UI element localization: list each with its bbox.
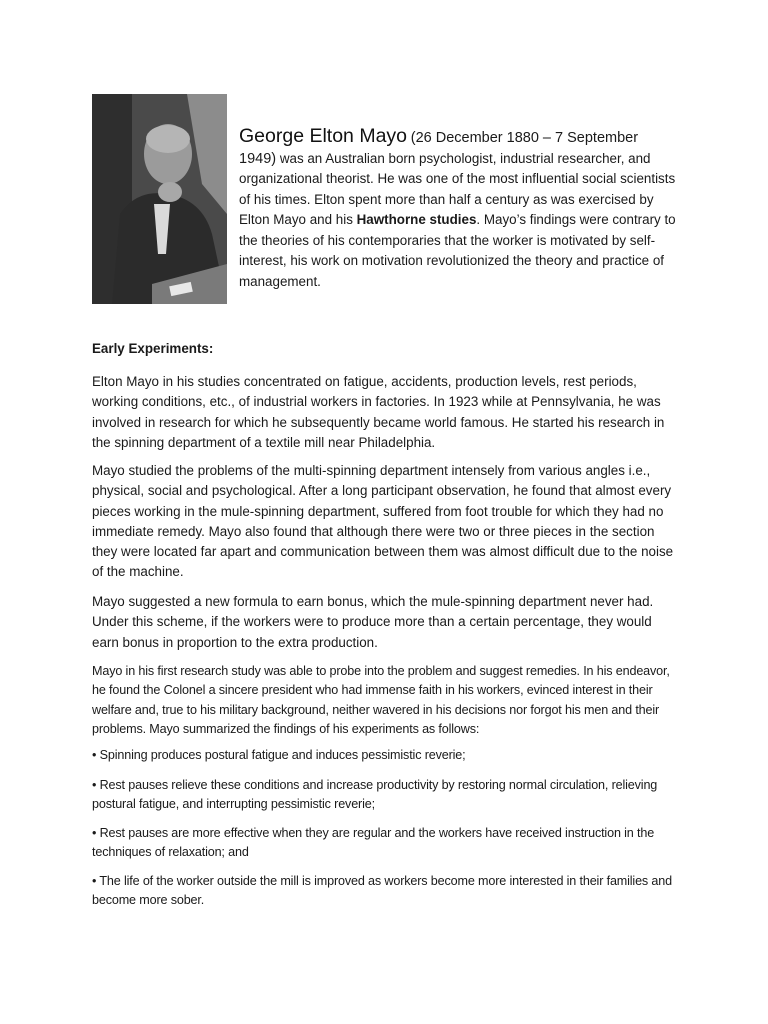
bullet-item: • Rest pauses are more effective when they are regular and the workers have received instruction in the techniques of relaxation; and: [92, 826, 655, 860]
life-dates: (26 December 1880 – 7 September 1949): [239, 130, 639, 167]
bullet-item: • The life of the worker outside the mill is improved as workers become more interested in their families and become more sober.: [92, 874, 672, 908]
section-heading: Early Experiments:: [92, 341, 214, 356]
person-name: George Elton Mayo: [239, 125, 408, 147]
bullet-item: • Rest pauses relieve these conditions and increase productivity by restoring normal circulation, relieving postural fatigue, and interrupting pessimistic reverie;: [92, 778, 658, 812]
intro-paragraph: [239, 126, 679, 292]
paragraph: Elton Mayo in his studies concentrated on fatigue, accidents, production levels, rest periods, working conditions, etc., of industrial workers in factories. In 1923 while at Pennsylvania, he was involved in research for which he subsequently became world famous. He started his research in the spinning department of a textile mill near Philadelphia.: [92, 374, 665, 450]
intro-text-part2: . Mayo’s findings were contrary to the theories of his contemporaries that the worker is motivated by self-interest, his work on motivation revolutionized the theory and practice of management.: [239, 212, 676, 289]
hawthorne-studies-text: Hawthorne studies: [356, 212, 477, 227]
portrait-illustration: [92, 94, 227, 304]
paragraph: Mayo suggested a new formula to earn bonus, which the mule-spinning department never had. Under this scheme, if the workers were to produce more than a certain percentage, they would earn bonus in proportion to the extra production.: [92, 594, 654, 650]
paragraph: Mayo in his first research study was able to probe into the problem and suggest remedies. In his endeavor, he found the Colonel a sincere president who had immense faith in his workers, evinced interest in their welfare and, true to his military background, neither wavered in his decisions nor forgot his men and their problems. Mayo summarized the findings of his experiments as follows:: [92, 664, 670, 737]
bullet-item: • Spinning produces postural fatigue and induces pessimistic reverie;: [92, 748, 466, 762]
paragraph: Mayo studied the problems of the multi-spinning department intensely from various angles i.e., physical, social and psychological. After a long participant observation, he found that almost every pieces working in the mule-spinning department, suffered from foot trouble for which they had no immediate remedy. Mayo also found that although there were two or three pieces in the section they were located far apart and communication between them was almost difficult due to the noise of the machine.: [92, 463, 674, 580]
portrait-photo: [92, 94, 227, 304]
intro-text-part1: was an Australian born psychologist, industrial researcher, and organizational theorist. He was one of the most influential social scientists of his times. Elton spent more than half a century as was exercised by Elton Mayo and his: [239, 150, 676, 227]
